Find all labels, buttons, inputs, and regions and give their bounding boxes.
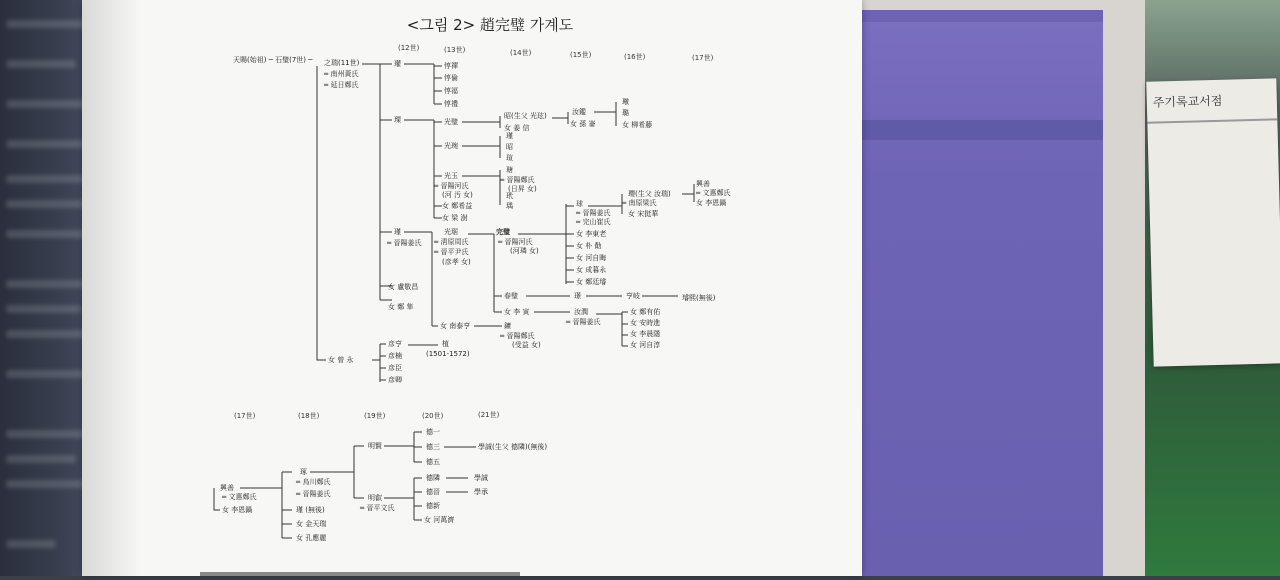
gen-header: (20世)	[422, 412, 444, 420]
person: 瑾	[506, 132, 513, 140]
person: 光璧	[444, 118, 458, 126]
person-highlight: 完璧	[496, 228, 510, 236]
connector-line	[468, 234, 502, 312]
person: 女 鄭希益	[442, 202, 473, 210]
person: 光琬	[444, 142, 458, 150]
connector-line	[596, 312, 628, 346]
person: 璐	[622, 109, 629, 117]
person: 女 李 寅	[504, 308, 530, 316]
person: 昭	[506, 143, 513, 151]
person: 學誠	[474, 474, 488, 482]
paper-shadow-strip	[200, 572, 520, 576]
family-tree-diagram	[82, 0, 862, 576]
gen-header: (16世)	[624, 53, 646, 61]
person: 亨岐	[626, 292, 640, 300]
spouse: ═ 晉陽河氏	[498, 238, 533, 246]
spouse: ═ 南原梁氏	[622, 199, 657, 207]
spouse: ═ 南州黃氏	[324, 70, 359, 78]
connector-line	[384, 478, 422, 520]
connector-line	[372, 344, 386, 382]
spouse: ═ 晉平文氏	[360, 504, 395, 512]
person: 女 梁 澍	[442, 214, 468, 222]
connector-line	[404, 64, 442, 104]
person: 昭(生父 光玹)	[504, 112, 547, 120]
person: 汝潤	[574, 308, 588, 316]
branch-line	[362, 64, 382, 300]
person: 女 金天瑞	[296, 520, 327, 528]
spouse: ═ 晉陽姜氏	[296, 490, 331, 498]
person: 興善	[220, 484, 234, 492]
spouse: ═ 延日鄭氏	[324, 81, 359, 89]
spouse: (河 汚 女)	[442, 191, 473, 199]
person: 女 河萬濟	[424, 516, 455, 524]
person: 惇倫	[444, 74, 458, 82]
person: 瑀	[506, 202, 513, 210]
connector-line	[682, 184, 694, 202]
person: 彦卿	[388, 376, 402, 384]
person: 女 朴 勣	[576, 242, 602, 250]
connector-line	[404, 120, 442, 218]
gen-header: (15世)	[570, 51, 592, 59]
person: 汝鑑	[572, 108, 586, 116]
person: 瑭	[506, 166, 513, 174]
spouse: ═ 文惠鄭氏	[222, 493, 257, 501]
person: 瓔(生父 汝瑞)	[628, 190, 671, 198]
spouse: (日昇 女)	[508, 185, 537, 193]
person: 之瑞(11世)	[324, 59, 360, 67]
spouse: ═ 晉陽姜氏	[566, 318, 601, 326]
person: 女 安時進	[630, 319, 661, 327]
person: 惇福	[444, 87, 458, 95]
spouse: ═ 文惠鄭氏	[696, 189, 731, 197]
person: 春璧	[504, 292, 518, 300]
person: 女 河自晦	[576, 254, 607, 262]
person: 女 李恩鍋	[696, 199, 727, 207]
person: 德三	[426, 443, 440, 451]
person: 女 鄭廷璿	[576, 278, 607, 286]
gen-header: (19世)	[364, 412, 386, 420]
spouse: ═ 晉平尹氏	[434, 248, 469, 256]
gen-header: (17世)	[692, 54, 714, 62]
person: 植	[442, 340, 449, 348]
person: 興善	[696, 180, 710, 188]
person: 瑾	[394, 228, 401, 236]
connector-line	[384, 432, 422, 462]
gen-header: (12世)	[398, 44, 420, 52]
person: 惇禪	[444, 62, 458, 70]
connector-line	[380, 64, 392, 300]
person: 學承	[474, 488, 488, 496]
person: 光琚	[444, 228, 458, 236]
person: 德晉	[426, 488, 440, 496]
printed-card	[1146, 78, 1280, 366]
person: 璿熙(無後)	[682, 294, 716, 302]
person: 光玉	[444, 172, 458, 180]
connector-line	[462, 116, 500, 128]
person: 德一	[426, 428, 440, 436]
person: 女 孫 崙	[570, 120, 596, 128]
root-ancestors: 天賜(始祖) ─ 石璧(7世) ─	[233, 56, 313, 64]
person: 彦臣	[388, 364, 402, 372]
person: 德新	[426, 502, 440, 510]
trunk-line	[317, 66, 326, 360]
gen-header: (14世)	[510, 49, 532, 57]
spouse: ═ 晉陽河氏	[434, 182, 469, 190]
person: 琢	[300, 468, 307, 476]
person: 女 姜 信	[504, 124, 530, 132]
spouse: ═ 晉陽姜氏	[576, 209, 611, 217]
spouse: (河璘 女)	[510, 247, 539, 255]
years: (1501-1572)	[426, 350, 470, 358]
person: 女 南泰亨	[440, 322, 471, 330]
person: 璟	[574, 292, 581, 300]
person: 玳	[506, 192, 513, 200]
monitor-screen	[855, 10, 1103, 576]
spouse: ═ 晉陽鄭氏	[500, 176, 535, 184]
connector-line	[552, 112, 568, 124]
person: 瓘	[394, 60, 401, 68]
person: 女 河自淳	[630, 341, 661, 349]
person: 鑛	[504, 322, 511, 330]
gen-header: (17世)	[234, 412, 256, 420]
person: 彦楠	[388, 352, 402, 360]
spouse: ═ 淸原周氏	[434, 238, 469, 246]
gen-header: (18世)	[298, 412, 320, 420]
spouse: ═ 烏川鄭氏	[296, 478, 331, 486]
gen-header: (21世)	[478, 411, 500, 419]
person: 明叡	[368, 494, 382, 502]
person: 女 孔應麗	[296, 534, 327, 542]
spouse: (受益 女)	[512, 341, 541, 349]
person: 女 宋挺華	[628, 210, 659, 218]
connector-line	[462, 136, 500, 158]
connector-line	[446, 478, 468, 492]
person: 女 柳希藤	[622, 121, 653, 129]
person: 女 鄭 隼	[388, 303, 414, 311]
person: 球	[576, 200, 583, 208]
spouse: ═ 晉陽姜氏	[387, 239, 422, 247]
person: 女 成暮永	[576, 266, 607, 274]
spouse: (彦孝 女)	[442, 258, 471, 266]
person: 明賢	[368, 442, 382, 450]
person: 女 李晨隱	[630, 330, 661, 338]
paper-sheet	[82, 0, 862, 576]
person: 德五	[426, 458, 440, 466]
gen-header: (13世)	[444, 46, 466, 54]
card-title: 주기록교서점	[1152, 93, 1223, 110]
connector-line	[594, 102, 616, 126]
person: 女 鄭有佑	[630, 308, 661, 316]
person: 瑄	[506, 154, 513, 162]
person: 瑾 (無後)	[296, 506, 325, 514]
person: 學誠(生父 德隣)(無後)	[478, 443, 548, 451]
person: 彦亨	[388, 340, 402, 348]
person: 璥	[622, 98, 629, 106]
document-title: <그림 2> 趙完璧 가계도	[406, 16, 574, 34]
spouse: ═ 晉陽鄭氏	[500, 332, 535, 340]
person: 女 李東老	[576, 230, 607, 238]
person: 惇禮	[444, 100, 458, 108]
person: 瑮	[394, 116, 401, 124]
person: 女 李恩鍋	[222, 506, 253, 514]
person: 女 曾 永	[328, 356, 354, 364]
spouse: ═ 完山崔氏	[576, 218, 611, 226]
person: 女 盧敬昌	[388, 283, 419, 291]
connector-line	[240, 472, 292, 538]
person: 德隣	[426, 474, 440, 482]
